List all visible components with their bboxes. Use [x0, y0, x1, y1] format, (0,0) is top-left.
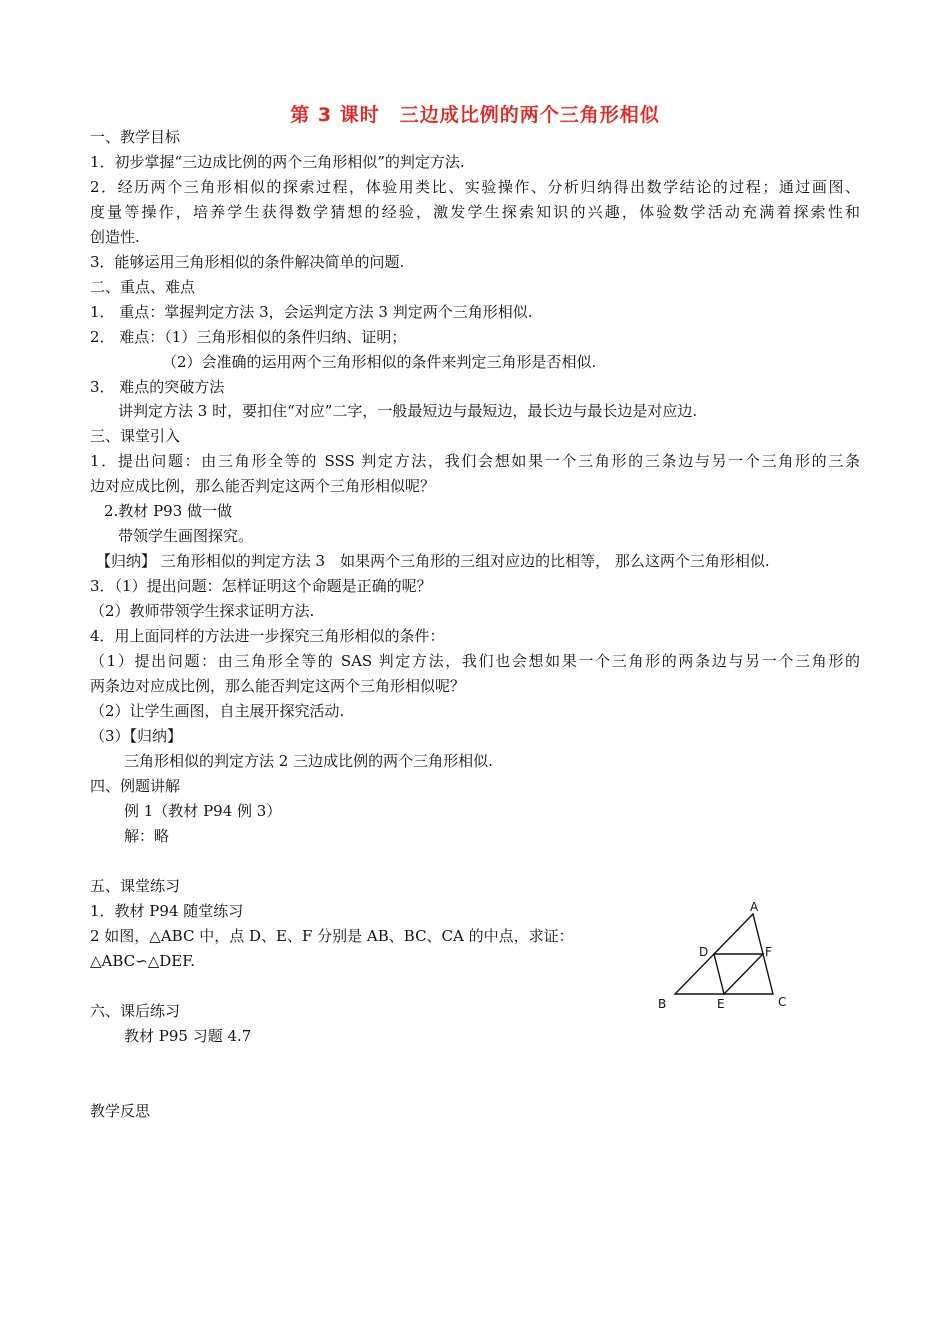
- text-line: 两条边对应成比例，那么能否判定这两个三角形相似呢？: [90, 677, 466, 695]
- text-line: 带领学生画图探究。: [118, 527, 254, 545]
- text-line: 教材 P95 习题 4.7: [124, 1027, 252, 1045]
- text-line: 创造性.: [90, 228, 140, 246]
- text-line: （2）教师带领学生探求证明方法.: [90, 602, 315, 620]
- label-c: C: [778, 995, 787, 1009]
- label-e: E: [717, 997, 725, 1011]
- text-line: （2）让学生画图，自主展开探究活动.: [90, 702, 345, 720]
- text-line: 例 1（教材 P94 例 3）: [124, 802, 282, 820]
- summary-line: 【归纳】 三角形相似的判定方法 3 如果两个三角形的三组对应边的比相等， 那么这两个三角形相似.: [96, 552, 770, 570]
- text-line: 1．初步掌握“三边成比例的两个三角形相似”的判定方法.: [90, 153, 465, 171]
- text-line: △ABC∽△DEF.: [90, 952, 196, 970]
- triangle-figure: [650, 892, 800, 1012]
- text-line: （2）会准确的运用两个三角形相似的条件来判定三角形是否相似.: [162, 353, 597, 371]
- section-heading: 四、例题讲解: [90, 777, 181, 795]
- text-line: 3．能够运用三角形相似的条件解决简单的问题.: [90, 253, 405, 271]
- text-line: 3．（1）提出问题：怎样证明这个命题是正确的呢？: [90, 577, 432, 595]
- label-b: B: [658, 997, 667, 1011]
- text-line: 边对应成比例，那么能否判定这两个三角形相似呢？: [90, 477, 436, 495]
- section-heading: 二、重点、难点: [90, 278, 196, 296]
- section-heading: 五、课堂练习: [90, 877, 181, 895]
- text-line: 度量等操作，培养学生获得数学猜想的经验，激发学生探索知识的兴趣，体验数学活动充满着探索性和: [90, 203, 860, 221]
- text-line: 2． 难点：（1）三角形相似的条件归纳、证明；: [90, 328, 407, 346]
- text-line: （3）【归纳】: [90, 727, 183, 745]
- text-line: 2.教材 P93 做一做: [104, 502, 233, 520]
- section-heading: 三、课堂引入: [90, 427, 181, 445]
- text-line: 讲判定方法 3 时，要扣住“对应”二字，一般最短边与最短边，最长边与最长边是对应边.: [118, 402, 698, 420]
- text-line: 2 如图，△ABC 中，点 D、E、F 分别是 AB、BC、CA 的中点，求证：: [90, 927, 574, 945]
- label-a: A: [750, 900, 759, 914]
- text-line: 3． 难点的突破方法: [90, 378, 225, 396]
- page-title: 第 3 课时 三边成比例的两个三角形相似: [290, 104, 660, 126]
- text-line: 1．教材 P94 随堂练习: [90, 902, 244, 920]
- section-heading: 一、教学目标: [90, 128, 181, 146]
- label-f: F: [765, 945, 772, 959]
- text-line: 解：略: [124, 827, 170, 845]
- label-d: D: [699, 945, 709, 959]
- text-line: （1）提出问题：由三角形全等的 SAS 判定方法，我们也会想如果一个三角形的两条边与另一个三角形的: [90, 652, 860, 670]
- text-line: 4．用上面同样的方法进一步探究三角形相似的条件：: [90, 627, 445, 645]
- triangle-def: [714, 954, 763, 994]
- section-heading: 六、课后练习: [90, 1002, 181, 1020]
- text-line: 2．经历两个三角形相似的探索过程，体验用类比、实验操作、分析归纳得出数学结论的过程；通过画图、: [90, 178, 860, 196]
- text-line: 1．提出问题：由三角形全等的 SSS 判定方法，我们会想如果一个三角形的三条边与另一个三角形的三条: [90, 452, 860, 470]
- section-heading: 教学反思: [90, 1102, 151, 1120]
- text-line: 1． 重点：掌握判定方法 3，会运判定方法 3 判定两个三角形相似.: [90, 303, 533, 321]
- text-line: 三角形相似的判定方法 2 三边成比例的两个三角形相似.: [124, 752, 493, 770]
